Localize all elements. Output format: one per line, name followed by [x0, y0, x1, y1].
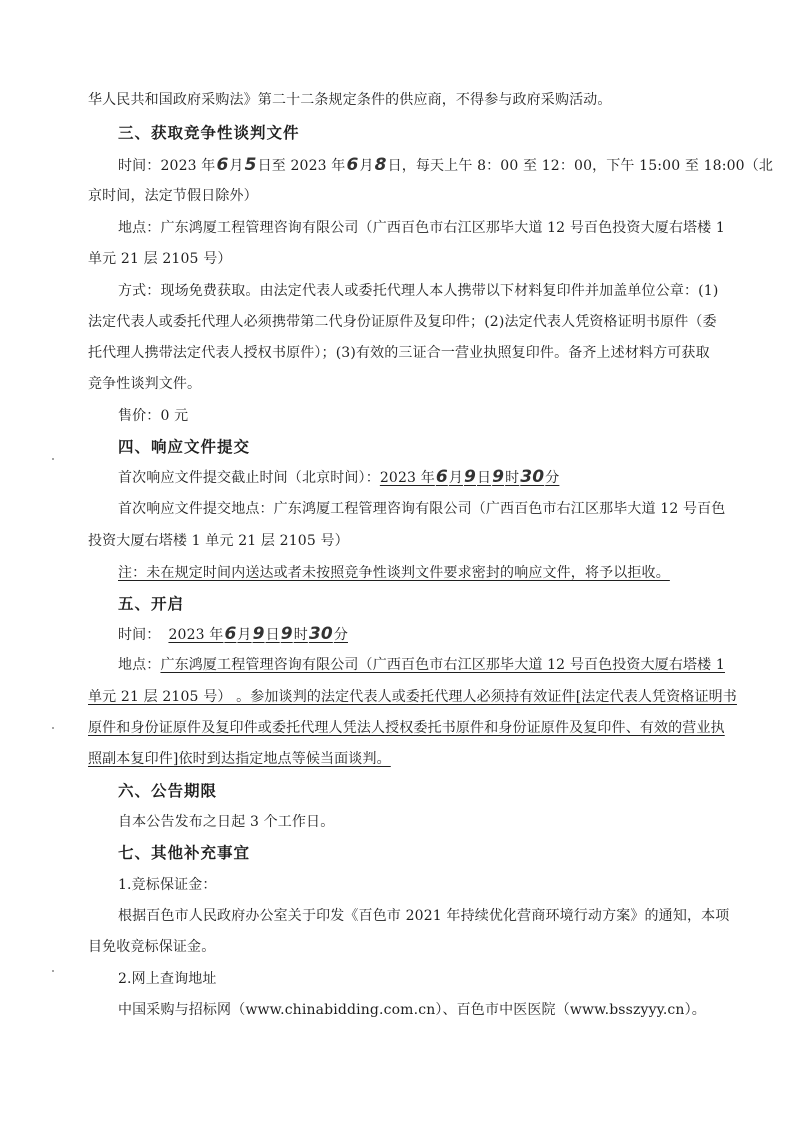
sec3-method-line4: 竞争性谈判文件。	[88, 376, 202, 392]
sec4-place-line2: 投资大厦右塔楼 1 单元 21 层 2105 号）	[88, 533, 349, 549]
handwritten-day: 8	[374, 155, 387, 175]
handwritten-month: 6	[346, 155, 359, 175]
section-6-heading: 六、公告期限	[118, 782, 218, 800]
sec5-place-line1: 地点：广东鸿厦工程管理咨询有限公司（广西百色市右江区那毕大道 12 号百色投资大厦右塔楼 1	[118, 657, 725, 673]
sec3-time-line2: 京时间，法定节假日除外）	[88, 188, 258, 204]
sec7-item1-line2: 目免收竞标保证金。	[88, 939, 216, 955]
sec4-note: 注：未在规定时间内送达或者未按照竞争性谈判文件要求密封的响应文件，将予以拒收。	[118, 565, 670, 581]
intro-line: 华人民共和国政府采购法》第二十二条规定条件的供应商，不得参与政府采购活动。	[88, 92, 612, 108]
sec7-item2-title: 2.网上查询地址	[118, 971, 217, 987]
sec5-time: 时间： 2023 年6月9日9时30分	[118, 624, 348, 644]
sec7-item1-title: 1.竞标保证金：	[118, 877, 217, 893]
sec5-place-line3: 原件和身份证原件及复印件或委托代理人凭法人授权委托书原件和身份证原件及复印件、有效的营业执	[88, 720, 725, 736]
sec5-place-line2: 单元 21 层 2105 号） 。参加谈判的法定代表人或委托代理人必须持有效证件[法定代表人凭资格证明书	[88, 689, 737, 705]
sec7-item1-line1: 根据百色市人民政府办公室关于印发《百色市 2021 年持续优化营商环境行动方案》的通知，本项	[118, 908, 730, 924]
sec3-method-line3: 托代理人携带法定代表人授权书原件）；(3)有效的三证合一营业执照复印件。备齐上述材料方可获取	[88, 345, 710, 361]
opening-time-value: 2023 年6月9日9时30分	[168, 624, 348, 644]
section-3-heading: 三、获取竞争性谈判文件	[118, 124, 300, 142]
sec3-time-line1: 时间：2023 年6月5日至 2023 年6月8日，每天上午 8：00 至 12：00，下午 15:00 至 18:00（北	[118, 155, 774, 175]
sec3-method-line1: 方式：现场免费获取。由法定代表人或委托代理人本人携带以下材料复印件并加盖单位公章：(1)	[118, 283, 719, 299]
section-5-heading: 五、开启	[118, 595, 185, 613]
sec5-place-line4: 照副本复印件]依时到达指定地点等候当面谈判。	[88, 751, 391, 767]
sec7-item2-text: 中国采购与招标网（www.chinabidding.com.cn）、百色市中医医院（www.bsszyyy.cn）。	[118, 1002, 706, 1018]
handwritten-month: 6	[216, 155, 229, 175]
handwritten-day: 5	[244, 155, 257, 175]
scan-speck	[52, 727, 54, 729]
section-4-heading: 四、响应文件提交	[118, 438, 251, 456]
sec3-place-line1: 地点：广东鸿厦工程管理咨询有限公司（广西百色市右江区那毕大道 12 号百色投资大厦右塔楼 1	[118, 220, 725, 236]
sec3-price: 售价：0 元	[118, 408, 189, 424]
sec4-deadline: 首次响应文件提交截止时间（北京时间）：2023 年6月9日9时30分	[118, 467, 560, 487]
section-7-heading: 七、其他补充事宜	[118, 844, 251, 862]
sec4-place-line1: 首次响应文件提交地点：广东鸿厦工程管理咨询有限公司（广西百色市右江区那毕大道 12 号百色	[118, 501, 726, 517]
scan-speck	[52, 970, 54, 972]
sec6-text: 自本公告发布之日起 3 个工作日。	[118, 814, 335, 830]
scan-speck	[52, 458, 54, 460]
deadline-value: 2023 年6月9日9时30分	[379, 467, 560, 487]
sec3-place-line2: 单元 21 层 2105 号）	[88, 251, 232, 267]
sec3-method-line2: 法定代表人或委托代理人必须携带第二代身份证原件及复印件；(2)法定代表人凭资格证明书原件（委	[88, 314, 717, 330]
